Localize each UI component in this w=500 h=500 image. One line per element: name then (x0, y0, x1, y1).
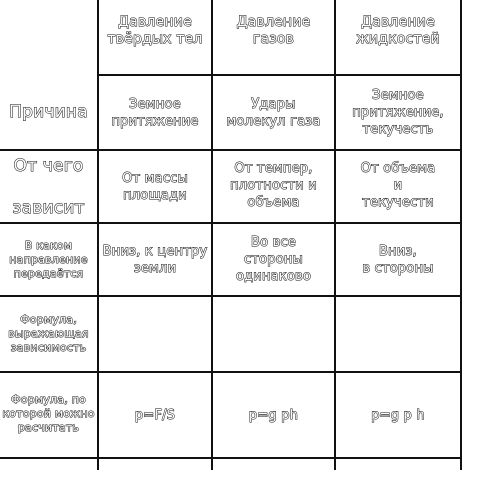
cell-formula-dependency-solids (100, 298, 210, 370)
cell-direction-solids: Вниз, к центру земли (102, 243, 208, 276)
cell-depends-gases: От темпер, плотности и объема (230, 160, 317, 210)
cell-cause-gases: Удары молекул газа (226, 96, 321, 129)
cell-formula-dependency-gases (214, 298, 333, 370)
cell-depends-liquids: От объема и текучести (360, 160, 436, 210)
cell-direction-gases: Во все стороны одинаково (235, 234, 312, 284)
row-label-formula-calc: Формула, по которой можно расчитать (2, 393, 95, 434)
cell-direction-liquids: Вниз, в стороны (362, 243, 434, 276)
row-label-cause: Причина (9, 101, 88, 122)
header-gases: Давление газов (236, 14, 311, 47)
header-liquids: Давление жидкостей (356, 14, 440, 47)
cell-formula-calc-gases: p=g ph (248, 407, 299, 423)
cell-formula-dependency-liquids (337, 298, 459, 370)
cell-formula-calc-liquids: p=g p h (371, 407, 425, 423)
cell-formula-calc-solids: p=F/S (134, 407, 176, 423)
header-solids: Давление твёрдых тел (107, 14, 203, 47)
row-label-direction: В каком направление передаётся (9, 238, 88, 280)
row-label-formula-dependency: Формула, выражающая зависимость (8, 313, 89, 354)
row-label-depends: От чего зависит (12, 155, 85, 218)
cell-depends-solids: От массы площади (122, 170, 188, 203)
cell-cause-liquids: Земное притяжение, текучесть (352, 88, 444, 137)
cell-cause-solids: Земное притяжение (111, 96, 199, 129)
